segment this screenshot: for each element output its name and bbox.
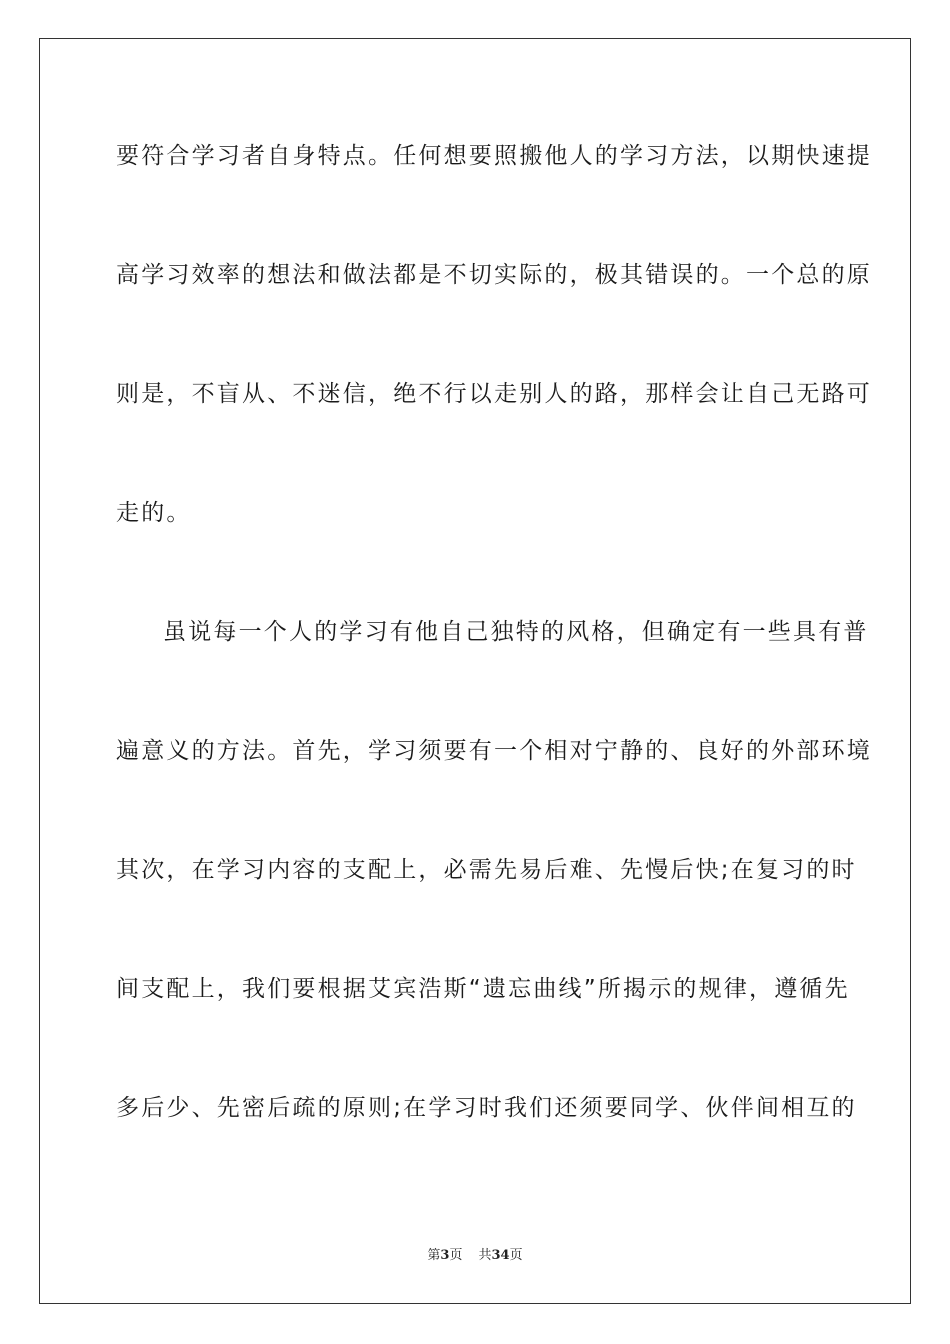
paragraph-line-2: 高学习效率的想法和做法都是不切实际的，极其错误的。一个总的原 bbox=[116, 262, 872, 288]
paragraph-line-8: 间支配上，我们要根据艾宾浩斯“遗忘曲线”所揭示的规律，遵循先 bbox=[116, 976, 850, 1002]
page-suffix: 页 bbox=[449, 1248, 463, 1263]
total-suffix: 页 bbox=[509, 1248, 523, 1263]
paragraph-line-3: 则是，不盲从、不迷信，绝不行以走别人的路，那样会让自己无路可 bbox=[116, 381, 872, 407]
paragraph-line-7: 其次，在学习内容的支配上，必需先易后难、先慢后快;在复习的时 bbox=[116, 857, 857, 883]
total-prefix: 共 bbox=[478, 1248, 492, 1263]
page-number: 3 bbox=[440, 1248, 450, 1263]
paragraph-line-6: 遍意义的方法。首先，学习须要有一个相对宁静的、良好的外部环境 bbox=[116, 738, 872, 764]
paragraph-line-9: 多后少、先密后疏的原则;在学习时我们还须要同学、伙伴间相互的 bbox=[116, 1095, 857, 1121]
paragraph-line-5: 虽说每一个人的学习有他自己独特的风格，但确定有一些具有普 bbox=[163, 619, 869, 645]
paragraph-line-4: 走的。 bbox=[116, 500, 192, 526]
page-prefix: 第 bbox=[427, 1248, 441, 1263]
page-footer bbox=[0, 1247, 950, 1265]
total-pages: 34 bbox=[491, 1248, 510, 1263]
paragraph-line-1: 要符合学习者自身特点。任何想要照搬他人的学习方法，以期快速提 bbox=[116, 143, 872, 169]
